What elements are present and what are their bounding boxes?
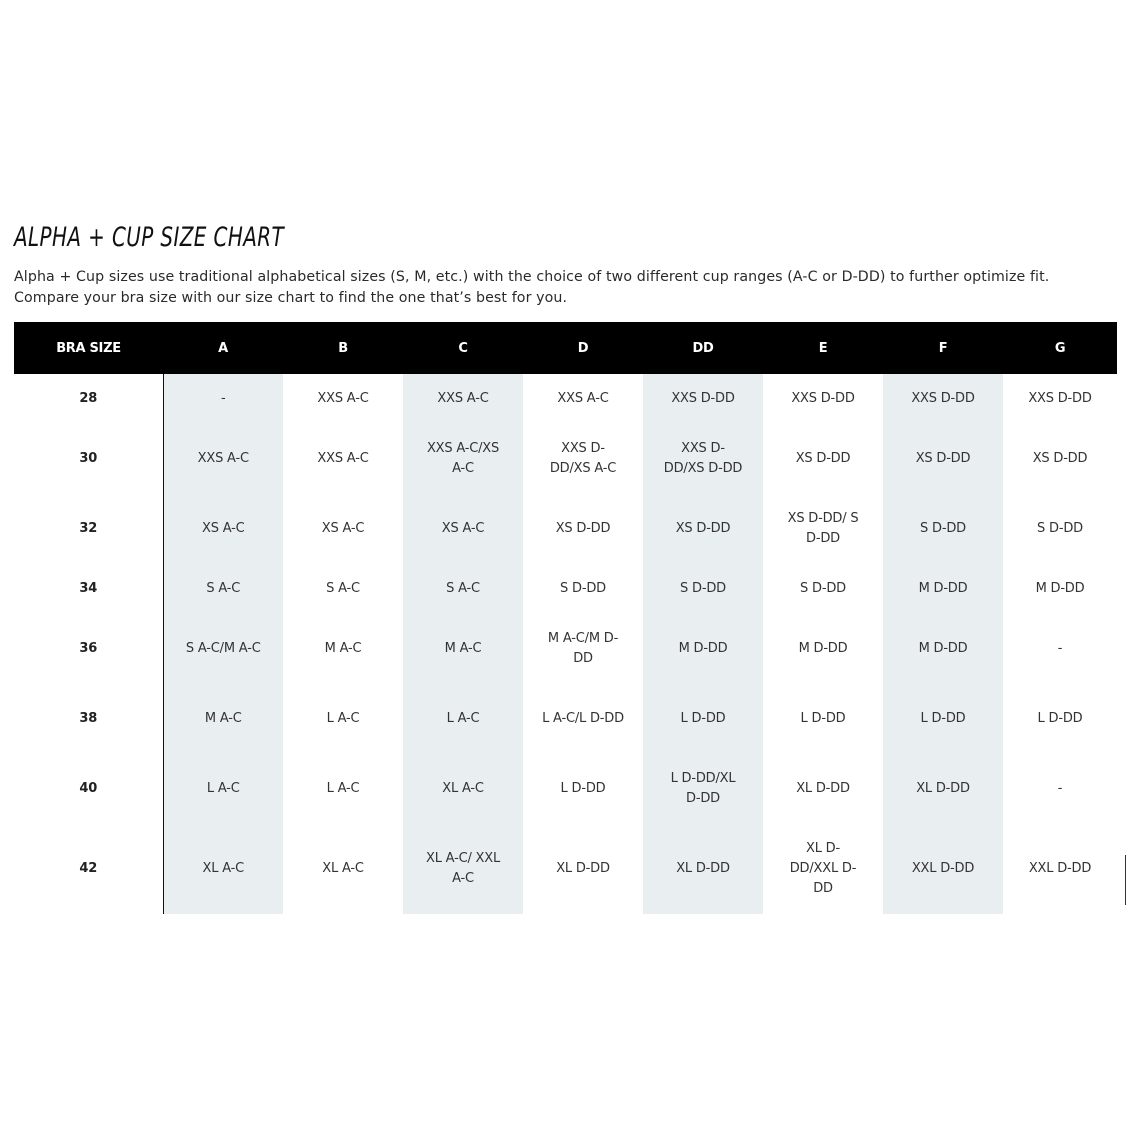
table-row: [14, 424, 1117, 494]
size-cell: [883, 564, 1003, 614]
size-cell-text: XL A-C: [442, 781, 484, 796]
size-cell-text: L D-DD/XL D-DD: [670, 771, 736, 806]
size-cell-text: XXS A-C: [557, 391, 609, 406]
chart-description: [14, 267, 1114, 309]
size-cell: [403, 614, 523, 684]
size-cell: [763, 684, 883, 754]
size-cell: [403, 684, 523, 754]
size-cell: [763, 494, 883, 564]
size-cell-text: XXS A-C/XS A-C: [426, 441, 500, 476]
size-cell: [403, 494, 523, 564]
size-cell: [1003, 494, 1117, 564]
size-cell: [403, 824, 523, 914]
table-row: [14, 564, 1117, 614]
size-cell-text: S A-C: [326, 581, 360, 596]
size-cell: [643, 494, 763, 564]
size-cell: [283, 684, 403, 754]
size-cell: [403, 754, 523, 824]
size-cell: [163, 614, 283, 684]
size-cell-text: XXS D-DD: [791, 391, 855, 406]
size-cell: [523, 564, 643, 614]
size-cell: [883, 824, 1003, 914]
header-bra-size: BRA SIZE: [56, 340, 121, 356]
size-cell-text: S D-DD: [1037, 521, 1083, 536]
size-cell-text: XXS A-C: [197, 451, 249, 466]
size-cell-text: XS D-DD: [1032, 451, 1088, 466]
header-cup-e: E: [818, 340, 828, 356]
size-cell-text: M D-DD: [1035, 581, 1085, 596]
size-cell-text: XS A-C: [441, 521, 485, 536]
size-cell: [1003, 564, 1117, 614]
size-cell: [763, 754, 883, 824]
header-cup-g: G: [1054, 340, 1066, 356]
size-cell-text: M A-C: [204, 711, 242, 726]
size-cell: [163, 494, 283, 564]
size-cell: [1003, 824, 1117, 914]
description-line-2: Compare your bra size with our size chart to find the one that’s best for you.: [14, 290, 568, 306]
size-cell: [163, 374, 283, 424]
band-size-cell: 38: [14, 684, 163, 754]
size-cell-text: L D-DD: [1037, 711, 1083, 726]
header-row: [14, 322, 1117, 374]
size-cell-text: S D-DD: [680, 581, 726, 596]
size-cell: [883, 754, 1003, 824]
table-body: [14, 374, 1117, 914]
size-cell-text: M A-C: [324, 641, 362, 656]
size-cell-text: L A-C: [326, 711, 360, 726]
size-cell-text: L D-DD: [800, 711, 846, 726]
size-cell: [1003, 754, 1117, 824]
size-cell-text: XL D-DD: [556, 861, 610, 876]
size-cell-text: XL D-DD: [916, 781, 970, 796]
size-cell-text: L D-DD: [680, 711, 726, 726]
size-cell: [403, 424, 523, 494]
size-cell-text: XXS D-DD: [911, 391, 975, 406]
header-cup-c: C: [458, 340, 468, 356]
size-cell: [163, 424, 283, 494]
size-cell-text: M D-DD: [678, 641, 728, 656]
size-cell: [643, 424, 763, 494]
size-cell: [163, 564, 283, 614]
size-cell-text: -: [1057, 641, 1063, 656]
band-size-cell: 34: [14, 564, 163, 614]
size-cell-text: XXS A-C: [437, 391, 489, 406]
size-cell-text: M D-DD: [798, 641, 848, 656]
size-cell: [283, 424, 403, 494]
table-header: [14, 322, 1117, 374]
size-cell: [643, 684, 763, 754]
header-cup-b: B: [338, 340, 348, 356]
size-cell-text: XS A-C: [321, 521, 365, 536]
size-cell: [163, 824, 283, 914]
page-title: ALPHA + CUP SIZE CHART: [14, 222, 285, 253]
size-cell-text: L D-DD: [560, 781, 606, 796]
band-size-cell: 42: [14, 824, 163, 914]
table-row: [14, 824, 1117, 914]
size-cell: [403, 564, 523, 614]
size-cell: [763, 564, 883, 614]
size-cell-text: XS D-DD: [795, 451, 851, 466]
size-cell: [1003, 424, 1117, 494]
header-cup-f: F: [938, 340, 948, 356]
size-cell: [283, 494, 403, 564]
size-cell-text: XS D-DD: [915, 451, 971, 466]
size-cell-text: XXS D-DD/XS D-DD: [663, 441, 743, 476]
size-cell-text: XXS A-C: [317, 391, 369, 406]
size-cell: [403, 374, 523, 424]
size-cell: [523, 754, 643, 824]
size-cell: [283, 374, 403, 424]
size-cell-text: XXS D-DD: [1028, 391, 1092, 406]
size-cell-text: XL D-DD/XXL D-DD: [789, 841, 857, 896]
table-row: [14, 614, 1117, 684]
size-cell: [643, 824, 763, 914]
size-cell: [763, 824, 883, 914]
size-cell-text: XS A-C: [202, 521, 245, 536]
size-cell: [1003, 684, 1117, 754]
size-cell-text: S A-C: [446, 581, 480, 596]
size-cell: [763, 374, 883, 424]
size-cell-text: L A-C: [446, 711, 480, 726]
size-cell-text: XXL D-DD: [911, 861, 975, 876]
size-cell-text: -: [221, 391, 226, 406]
size-cell: [883, 684, 1003, 754]
table-row: [14, 684, 1117, 754]
size-cell-text: XL D-DD: [796, 781, 850, 796]
size-cell: [883, 374, 1003, 424]
size-cell: [883, 424, 1003, 494]
size-cell-text: XXL D-DD: [1028, 861, 1092, 876]
size-cell-text: S A-C/M A-C: [185, 641, 261, 656]
size-cell-text: -: [1057, 781, 1063, 796]
size-cell: [523, 424, 643, 494]
header-cup-a: A: [218, 340, 228, 356]
size-cell-text: S D-DD: [560, 581, 606, 596]
size-cell: [643, 754, 763, 824]
header-cup-dd: DD: [692, 340, 714, 356]
size-cell: [643, 564, 763, 614]
band-size-cell: 36: [14, 614, 163, 684]
size-cell: [1003, 614, 1117, 684]
size-cell-text: L A-C/L D-DD: [542, 711, 624, 726]
size-cell-text: S D-DD: [800, 581, 846, 596]
band-size-cell: 32: [14, 494, 163, 564]
size-cell-text: M D-DD: [918, 581, 968, 596]
table-row: [14, 494, 1117, 564]
size-cell-text: M D-DD: [918, 641, 968, 656]
size-cell-text: XL D-DD: [676, 861, 730, 876]
band-size-cell: 28: [14, 374, 163, 424]
size-cell: [523, 494, 643, 564]
size-cell-text: XXS D-DD/XS A-C: [549, 441, 617, 476]
size-chart-table: [14, 322, 1118, 914]
size-cell-text: XS D-DD: [555, 521, 611, 536]
size-cell-text: S A-C: [206, 581, 241, 596]
size-cell: [763, 614, 883, 684]
size-cell: [163, 754, 283, 824]
size-cell-text: XXS D-DD: [671, 391, 735, 406]
size-cell-text: XS D-DD/ S D-DD: [787, 511, 859, 546]
size-cell: [643, 374, 763, 424]
size-cell: [523, 374, 643, 424]
band-size-cell: 40: [14, 754, 163, 824]
size-cell: [283, 564, 403, 614]
size-cell: [763, 424, 883, 494]
header-cup-d: D: [577, 340, 589, 356]
size-cell-text: XXS A-C: [317, 451, 369, 466]
size-cell-text: XL A-C: [202, 861, 244, 876]
size-cell-text: S D-DD: [920, 521, 966, 536]
table-row: [14, 374, 1117, 424]
size-cell-text: L A-C: [206, 781, 240, 796]
size-cell-text: XS D-DD: [675, 521, 731, 536]
size-cell: [1003, 374, 1117, 424]
size-cell-text: XL A-C/ XXL A-C: [425, 851, 501, 886]
size-cell-text: M A-C: [444, 641, 482, 656]
size-cell: [163, 684, 283, 754]
size-cell: [883, 614, 1003, 684]
size-cell: [283, 614, 403, 684]
edge-divider: [1125, 855, 1126, 905]
description-line-1: Alpha + Cup sizes use traditional alphabetical sizes (S, M, etc.) with the choice of two different cup ranges (A-C or D-DD) to further optimize fit.: [14, 269, 1050, 285]
size-cell: [283, 824, 403, 914]
size-cell: [523, 824, 643, 914]
size-cell-text: XL A-C: [322, 861, 364, 876]
size-cell-text: M A-C/M D-DD: [547, 631, 619, 666]
table-row: [14, 754, 1117, 824]
size-cell: [883, 494, 1003, 564]
band-size-cell: 30: [14, 424, 163, 494]
size-cell: [643, 614, 763, 684]
size-cell: [283, 754, 403, 824]
size-cell-text: L A-C: [326, 781, 360, 796]
size-cell: [523, 614, 643, 684]
size-cell: [523, 684, 643, 754]
size-cell-text: L D-DD: [920, 711, 966, 726]
